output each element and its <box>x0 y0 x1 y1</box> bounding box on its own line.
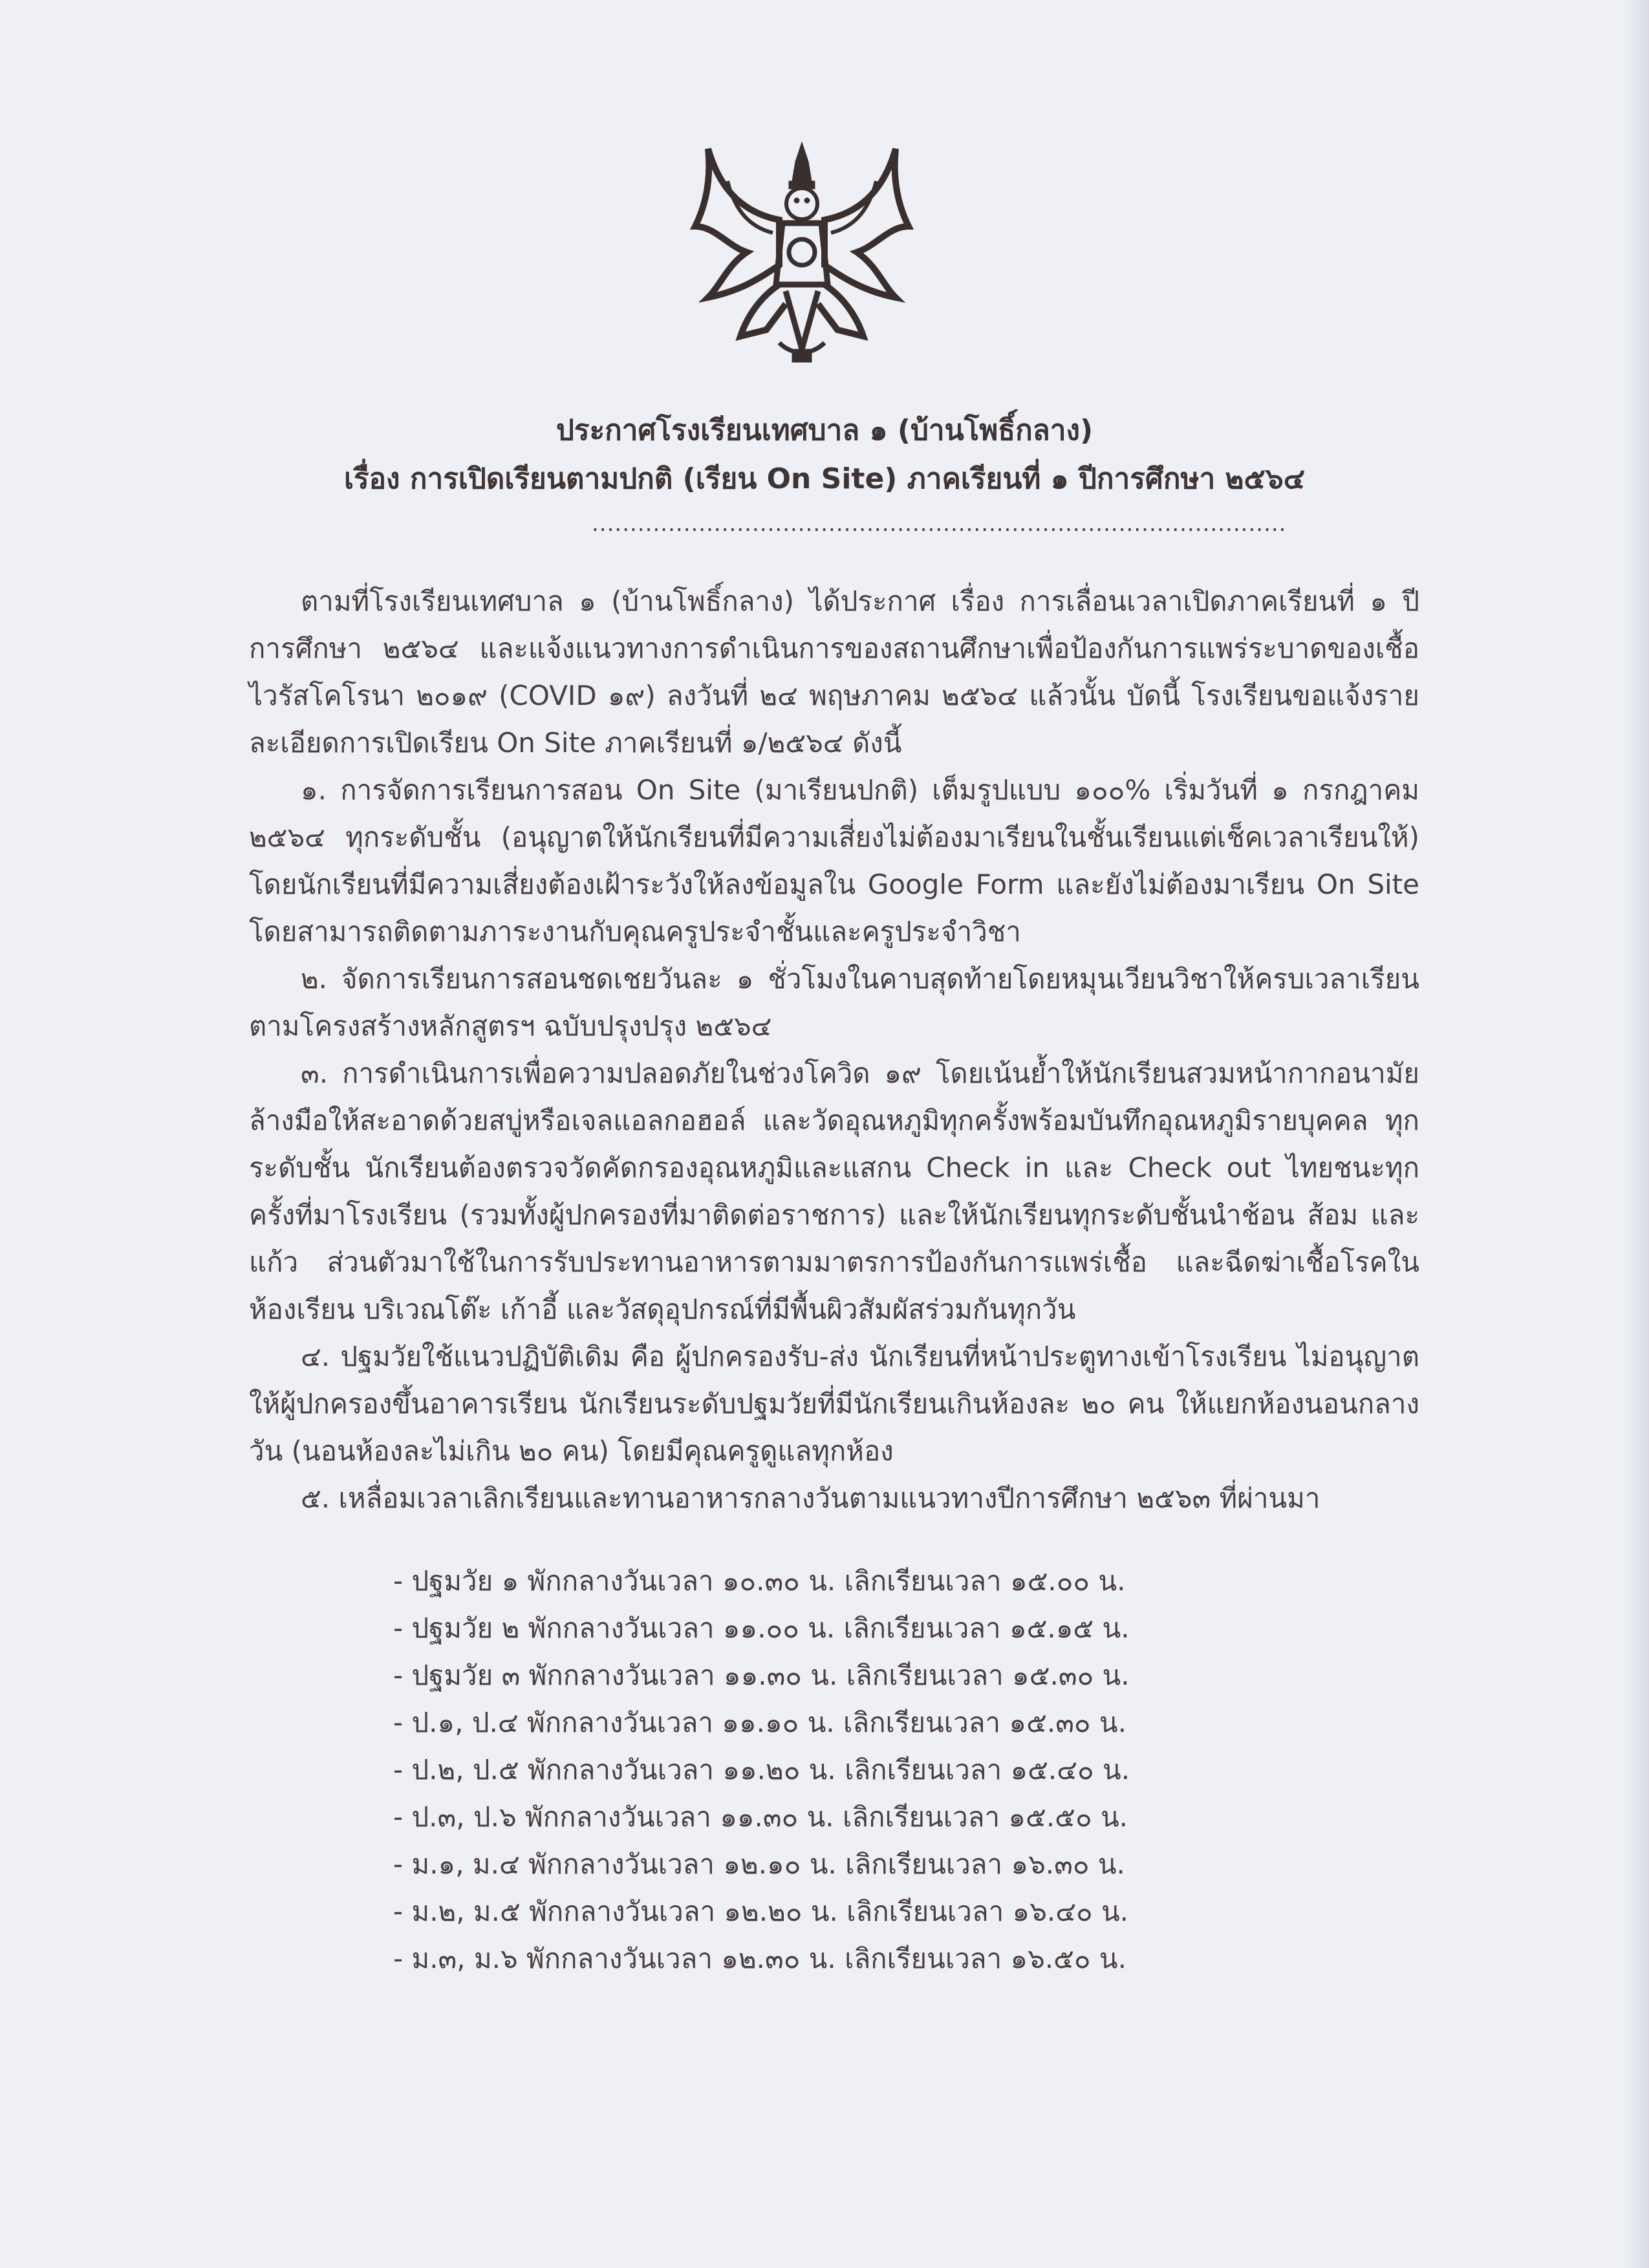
item-1-paragraph: ๑. การจัดการเรียนการสอน On Site (มาเรียนปกติ) เต็มรูปแบบ ๑๐๐% เริ่มวันที่ ๑ กรกฎาคม ๒๕๖๔ ทุกระดับชั้น (อนุญาตให้นักเรียนที่มีความเสี่ยงไม่ต้องมาเรียนในชั้นเรียนแต่เช็คเวลาเรียนให้) โดยนักเรียนที่มีความเสี่ยงต้องเฝ้าระวังให้ลงข้อมูลใน Google Form และยังไม่ต้องมาเรียน On Site โดยสามารถติดตามภาระงานกับคุณครูประจำชั้นและครูประจำวิชา <box>249 774 1419 947</box>
announcement-subject: เรื่อง การเปิดเรียนตามปกติ (เรียน On Site) ภาคเรียนที่ ๑ ปีการศึกษา ๒๕๖๔ <box>343 462 1306 495</box>
schedule-list <box>393 1557 1130 1982</box>
intro-paragraph: ตามที่โรงเรียนเทศบาล ๑ (บ้านโพธิ์กลาง) ได้ประกาศ เรื่อง การเลื่อนเวลาเปิดภาคเรียนที่ ๑ ปีการศึกษา ๒๕๖๔ และแจ้งแนวทางการดำเนินการของสถานศึกษาเพื่อป้องกันการแพร่ระบาดของเชื้อไวรัสโคโรนา ๒๐๑๙ (COVID ๑๙) ลงวันที่ ๒๔ พฤษภาคม ๒๕๖๔ แล้วนั้น บัดนี้ โรงเรียนขอแจ้งรายละเอียดการเปิดเรียน On Site ภาคเรียนที่ ๑/๒๕๖๔ ดังนี้ <box>249 585 1419 759</box>
schedule-row: - ปฐมวัย ๑ พักกลางวันเวลา ๑๐.๓๐ น. เลิกเรียนเวลา ๑๕.๐๐ น. <box>393 1565 1126 1597</box>
schedule-row: - ป.๑, ป.๔ พักกลางวันเวลา ๑๑.๑๐ น. เลิกเรียนเวลา ๑๕.๓๐ น. <box>393 1707 1126 1738</box>
item-4-paragraph: ๔. ปฐมวัยใช้แนวปฏิบัติเดิม คือ ผู้ปกครองรับ-ส่ง นักเรียนที่หน้าประตูทางเข้าโรงเรียน ไม่อนุญาตให้ผู้ปกครองขึ้นอาคารเรียน นักเรียนระดับปฐมวัยที่มีนักเรียนเกินห้องละ ๒๐ คน ให้แยกห้องนอนกลางวัน (นอนห้องละไม่เกิน ๒๐ คน) โดยมีคุณครูดูแลทุกห้อง <box>249 1341 1419 1467</box>
schedule-row: - ม.๒, ม.๕ พักกลางวันเวลา ๑๒.๒๐ น. เลิกเรียนเวลา ๑๖.๔๐ น. <box>393 1895 1129 1927</box>
schedule-row: - ปฐมวัย ๒ พักกลางวันเวลา ๑๑.๐๐ น. เลิกเรียนเวลา ๑๕.๑๕ น. <box>393 1612 1130 1644</box>
title-divider: ........................................................................................... <box>592 511 1287 537</box>
schedule-row: - ป.๓, ป.๖ พักกลางวันเวลา ๑๑.๓๐ น. เลิกเรียนเวลา ๑๕.๕๐ น. <box>393 1801 1128 1833</box>
item-2-paragraph: ๒. จัดการเรียนการสอนชดเชยวันละ ๑ ชั่วโมงในคาบสุดท้ายโดยหมุนเวียนวิชาให้ครบเวลาเรียนตามโครงสร้างหลักสูตรฯ ฉบับปรุงปรุง ๒๕๖๔ <box>249 963 1419 1042</box>
scan-edge-shadow <box>1623 0 1649 2268</box>
announcement-body <box>249 578 1419 1522</box>
schedule-row: - ป.๒, ป.๕ พักกลางวันเวลา ๑๑.๒๐ น. เลิกเรียนเวลา ๑๕.๔๐ น. <box>393 1754 1130 1786</box>
schedule-row: - ม.๓, ม.๖ พักกลางวันเวลา ๑๒.๓๐ น. เลิกเรียนเวลา ๑๖.๕๐ น. <box>393 1943 1126 1974</box>
garuda-emblem-icon <box>682 136 921 375</box>
item-5-paragraph: ๕. เหลื่อมเวลาเลิกเรียนและทานอาหารกลางวันตามแนวทางปีการศึกษา ๒๕๖๓ ที่ผ่านมา <box>301 1482 1320 1514</box>
schedule-row: - ปฐมวัย ๓ พักกลางวันเวลา ๑๑.๓๐ น. เลิกเรียนเวลา ๑๕.๓๐ น. <box>393 1659 1130 1691</box>
announcement-title: ประกาศโรงเรียนเทศบาล ๑ (บ้านโพธิ์กลาง) <box>555 414 1094 447</box>
schedule-row: - ม.๑, ม.๔ พักกลางวันเวลา ๑๒.๑๐ น. เลิกเรียนเวลา ๑๖.๓๐ น. <box>393 1848 1125 1880</box>
item-3-paragraph: ๓. การดำเนินการเพื่อความปลอดภัยในช่วงโควิด ๑๙ โดยเน้นย้ำให้นักเรียนสวมหน้ากากอนามัย ล้างมือให้สะอาดด้วยสบู่หรือเจลแอลกอฮอล์ และวัดอุณหภูมิทุกครั้งพร้อมบันทึกอุณหภูมิรายบุคคล ทุกระดับชั้น นักเรียนต้องตรวจวัดคัดกรองอุณหภูมิและแสกน Check in และ Check out ไทยชนะทุกครั้งที่มาโรงเรียน (รวมทั้งผู้ปกครองที่มาติดต่อราชการ) และให้นักเรียนทุกระดับชั้นนำช้อน ส้อม และแก้ว ส่วนตัวมาใช้ในการรับประทานอาหารตามมาตรการป้องกันการแพร่เชื้อ และฉีดฆ่าเชื้อโรคในห้องเรียน บริเวณโต๊ะ เก้าอี้ และวัสดุอุปกรณ์ที่มีพื้นผิวสัมผัสร่วมกันทุกวัน <box>249 1057 1419 1325</box>
